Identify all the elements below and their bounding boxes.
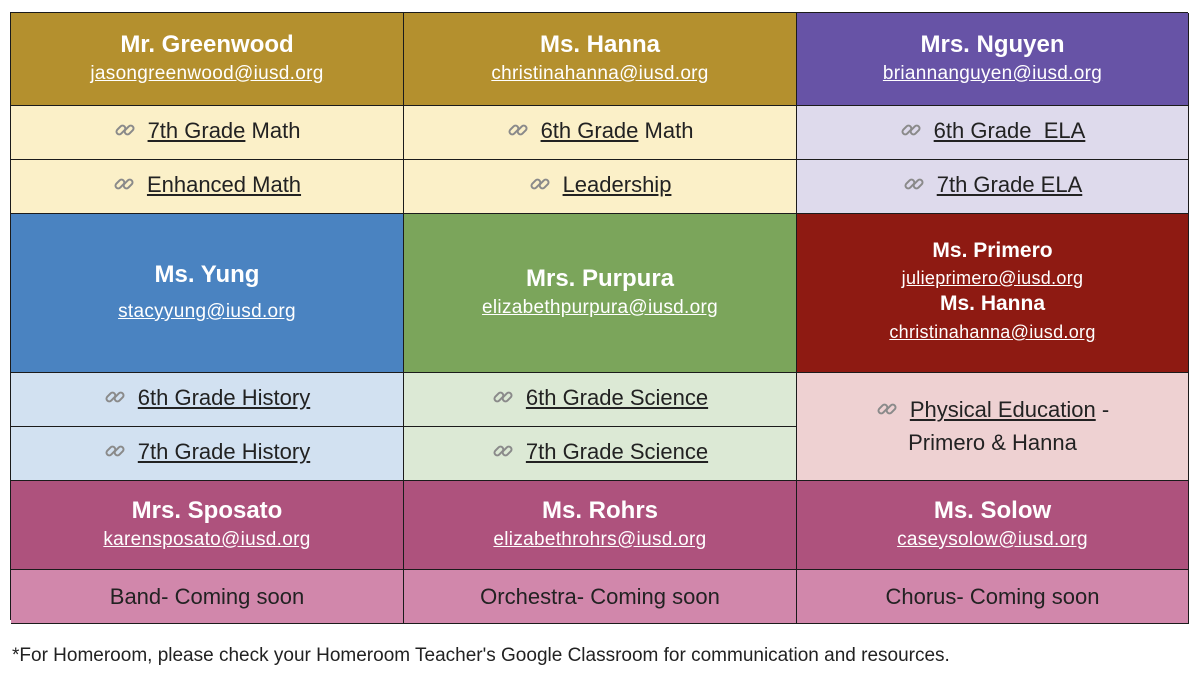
course-label: Orchestra- Coming soon <box>480 583 720 609</box>
chain-link-icon <box>900 119 922 147</box>
teacher-email-link[interactable]: julieprimero@iusd.org <box>901 267 1084 288</box>
course-label: Chorus- Coming soon <box>885 583 1100 609</box>
chain-link-icon <box>104 386 126 414</box>
teacher-name: Ms. Rohrs <box>541 496 658 524</box>
course-link[interactable]: Leadership <box>562 172 672 197</box>
teacher-email-link[interactable]: elizabethrohrs@iusd.org <box>493 528 707 550</box>
chain-link-icon <box>507 119 529 147</box>
teacher-name: Mrs. Sposato <box>131 496 283 524</box>
header-hanna <box>404 13 797 106</box>
teacher-name: Ms. Yung <box>154 260 260 288</box>
course-entry <box>529 172 672 201</box>
course-entry <box>900 118 1086 147</box>
course-entry <box>114 118 301 147</box>
course-entry <box>876 395 1109 428</box>
course-entry <box>113 172 301 201</box>
teacher-name: Ms. Hanna <box>939 291 1046 315</box>
course-link[interactable]: 7th Grade <box>147 118 246 143</box>
course-link[interactable]: 6th Grade ELA <box>933 118 1086 143</box>
header-sposato <box>11 481 404 570</box>
course-link[interactable]: 7th Grade History <box>137 439 311 464</box>
chain-link-icon <box>104 440 126 468</box>
course-cell <box>11 570 404 624</box>
course-cell <box>404 427 797 481</box>
course-cell <box>11 160 404 214</box>
course-entry <box>903 172 1083 201</box>
teacher-email-link[interactable]: karensposato@iusd.org <box>103 528 311 550</box>
teacher-email-link[interactable]: briannanguyen@iusd.org <box>882 62 1103 84</box>
teacher-name: Mrs. Purpura <box>525 264 675 292</box>
teacher-email-link[interactable]: christinahanna@iusd.org <box>491 62 709 84</box>
header-greenwood <box>11 13 404 106</box>
course-label: Band- Coming soon <box>109 583 305 609</box>
course-link[interactable]: 6th Grade <box>540 118 639 143</box>
homeroom-footnote: *For Homeroom, please check your Homeroom Teacher's Google Classroom for communication and resources. <box>12 645 950 666</box>
teacher-email-link[interactable]: caseysolow@iusd.org <box>897 528 1088 550</box>
teacher-email-link[interactable]: elizabethpurpura@iusd.org <box>482 296 718 318</box>
course-link[interactable]: 7th Grade ELA <box>936 172 1083 197</box>
course-teachers: Primero & Hanna <box>908 430 1077 455</box>
teacher-email-link[interactable]: christinahanna@iusd.org <box>889 322 1096 342</box>
course-cell <box>797 106 1189 160</box>
teacher-email-link[interactable]: stacyyung@iusd.org <box>118 300 296 322</box>
course-link[interactable]: 6th Grade Science <box>525 385 709 410</box>
course-cell <box>404 160 797 214</box>
chain-link-icon <box>903 173 925 201</box>
teacher-email-link[interactable]: jasongreenwood@iusd.org <box>90 62 324 84</box>
header-pe <box>797 214 1189 373</box>
teacher-name: Mrs. Nguyen <box>920 30 1065 58</box>
chain-link-icon <box>492 386 514 414</box>
course-cell <box>404 373 797 427</box>
course-cell <box>11 106 404 160</box>
teacher-name: Ms. Hanna <box>539 30 661 58</box>
chain-link-icon <box>114 119 136 147</box>
header-rohrs <box>404 481 797 570</box>
chain-link-icon <box>876 398 898 428</box>
course-cell <box>404 570 797 624</box>
course-label: Math <box>245 118 301 143</box>
teacher-name: Mr. Greenwood <box>120 30 294 58</box>
course-cell <box>797 160 1189 214</box>
header-solow <box>797 481 1189 570</box>
course-label: - <box>1095 397 1110 423</box>
course-cell <box>797 570 1189 624</box>
course-cell <box>11 373 404 427</box>
header-nguyen <box>797 13 1189 106</box>
course-link[interactable]: 7th Grade Science <box>525 439 709 464</box>
course-cell <box>404 106 797 160</box>
course-cell-pe <box>797 373 1189 481</box>
teacher-name: Ms. Solow <box>933 496 1052 524</box>
header-purpura <box>404 214 797 373</box>
course-label: Math <box>638 118 694 143</box>
header-yung <box>11 214 404 373</box>
course-entry <box>492 439 708 468</box>
course-link[interactable]: 6th Grade History <box>137 385 311 410</box>
chain-link-icon <box>529 173 551 201</box>
course-cell <box>11 427 404 481</box>
chain-link-icon <box>492 440 514 468</box>
course-entry <box>104 385 310 414</box>
chain-link-icon <box>113 173 135 201</box>
course-entry <box>104 439 310 468</box>
teacher-grid <box>10 12 1188 620</box>
course-link[interactable]: Enhanced Math <box>146 172 302 197</box>
course-link[interactable]: Physical Education <box>909 397 1096 423</box>
course-entry <box>507 118 694 147</box>
course-entry <box>492 385 708 414</box>
teacher-name: Ms. Primero <box>932 239 1053 263</box>
